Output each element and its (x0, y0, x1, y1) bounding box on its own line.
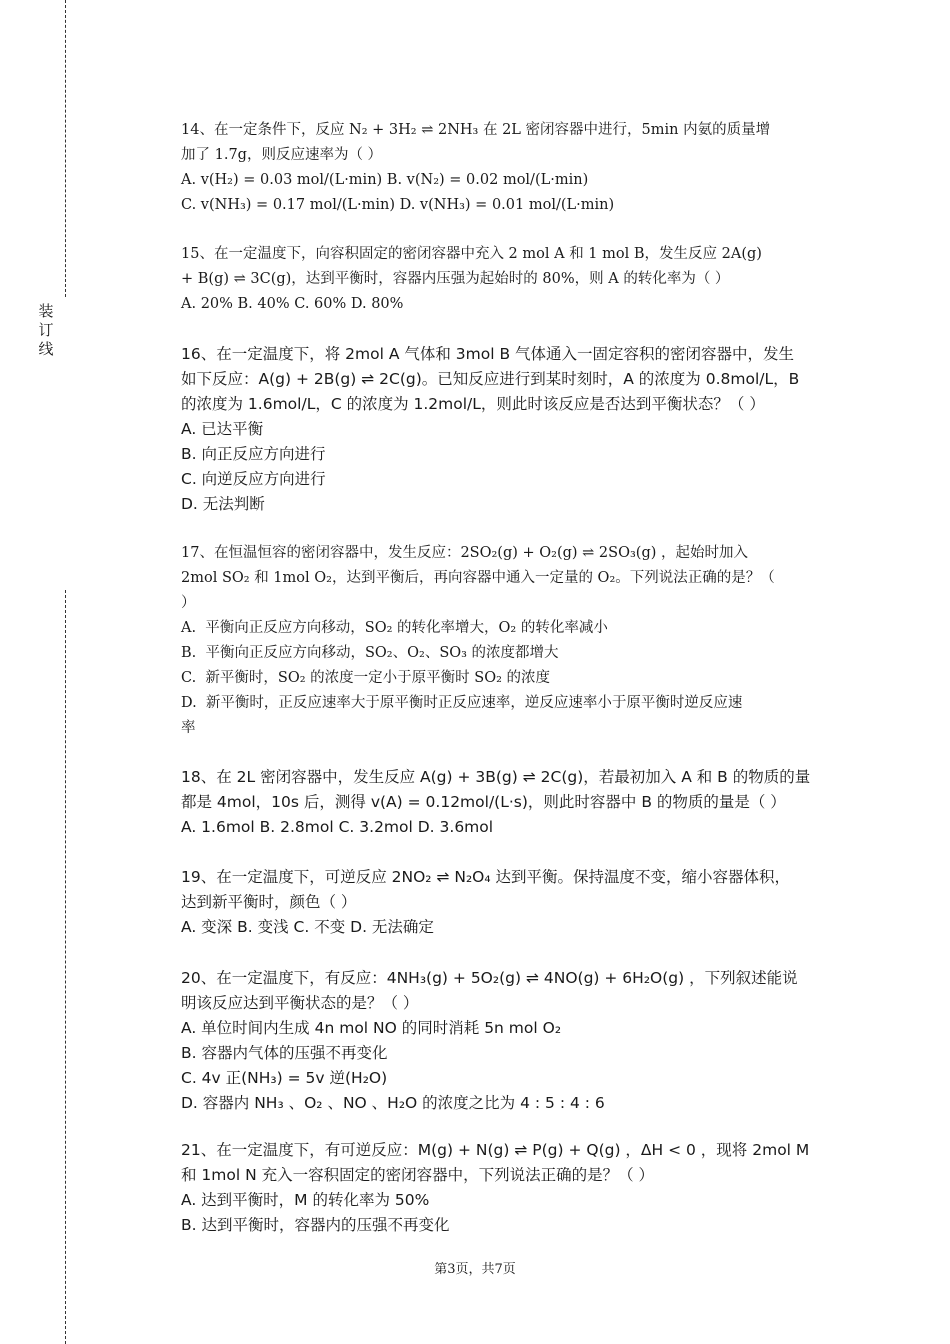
question-q19 (181, 865, 841, 940)
answer-option: B. 达到平衡时，容器内的压强不再变化 (181, 1216, 450, 1234)
question-stem-line: 14、在一定条件下，反应 N₂ + 3H₂ ⇌ 2NH₃ 在 2L 密闭容器中进行，5min 内氨的质量增 (181, 122, 771, 138)
question-stem-line: 加了 1.7g，则反应速率为（ ） (181, 147, 383, 163)
question-stem-line: 17、在恒温恒容的密闭容器中，发生反应：2SO₂(g) + O₂(g) ⇌ 2SO₃(g) ，起始时加入 (181, 545, 748, 561)
question-q20 (181, 966, 841, 1116)
answer-option: A. 平衡向正反应方向移动，SO₂ 的转化率增大，O₂ 的转化率减小 (181, 620, 608, 636)
answer-option: D. 容器内 NH₃ 、O₂ 、NO 、H₂O 的浓度之比为 4 : 5 : 4 : 6 (181, 1094, 605, 1112)
binding-label (36, 302, 56, 359)
answer-option: A. 达到平衡时，M 的转化率为 50% (181, 1191, 430, 1209)
question-stem-line: 如下反应：A(g) + 2B(g) ⇌ 2C(g)。已知反应进行到某时刻时，A 的浓度为 0.8mol/L，B (181, 370, 800, 388)
answer-option: C. v(NH₃) = 0.17 mol/(L·min) D. v(NH₃) = 0.01 mol/(L·min) (181, 197, 615, 213)
question-stem-line: 明该反应达到平衡状态的是？（ ） (181, 994, 419, 1012)
answer-option: D. 无法判断 (181, 495, 265, 513)
answer-option: B. 容器内气体的压强不再变化 (181, 1044, 388, 1062)
binding-char: 线 (38, 340, 54, 358)
answer-option: A. v(H₂) = 0.03 mol/(L·min) B. v(N₂) = 0.02 mol/(L·min) (181, 172, 589, 188)
question-stem-line: 19、在一定温度下，可逆反应 2NO₂ ⇌ N₂O₄ 达到平衡。保持温度不变，缩小容器体积， (181, 868, 791, 886)
question-stem-line: 20、在一定温度下，有反应：4NH₃(g) + 5O₂(g) ⇌ 4NO(g) + 6H₂O(g) ，下列叙述能说 (181, 969, 798, 987)
question-q14 (181, 118, 841, 218)
answer-option: A. 变深 B. 变浅 C. 不变 D. 无法确定 (181, 918, 434, 936)
binding-char: 订 (38, 321, 54, 339)
question-stem-line: 18、在 2L 密闭容器中，发生反应 A(g) + 3B(g) ⇌ 2C(g)，若最初加入 A 和 B 的物质的量 (181, 768, 811, 786)
answer-option: B. 向正反应方向进行 (181, 445, 326, 463)
answer-option: A. 1.6mol B. 2.8mol C. 3.2mol D. 3.6mol (181, 818, 494, 836)
answer-option: 率 (181, 720, 196, 736)
binding-line-top (65, 0, 66, 297)
question-stem-line: 16、在一定温度下，将 2mol A 气体和 3mol B 气体通入一固定容积的密闭容器中，发生 (181, 345, 795, 363)
answer-option: C. 向逆反应方向进行 (181, 470, 326, 488)
question-stem-line: 都是 4mol，10s 后，测得 v(A) = 0.12mol/(L·s)，则此时容器中 B 的物质的量是（ ） (181, 793, 786, 811)
answer-option: B. 平衡向正反应方向移动，SO₂、O₂、SO₃ 的浓度都增大 (181, 645, 559, 661)
answer-option: A. 20% B. 40% C. 60% D. 80% (181, 296, 404, 312)
answer-option: C. 4v 正(NH₃) = 5v 逆(H₂O) (181, 1069, 388, 1087)
question-stem-line: + B(g) ⇌ 3C(g)，达到平衡时，容器内压强为起始时的 80%，则 A 的转化率为（ ） (181, 271, 730, 287)
question-stem-line: 达到新平衡时，颜色（ ） (181, 893, 357, 911)
question-stem-line: ） (181, 595, 196, 611)
answer-option: D. 新平衡时，正反应速率大于原平衡时正反应速率，逆反应速率小于原平衡时逆反应速 (181, 695, 743, 711)
answer-option: C. 新平衡时，SO₂ 的浓度一定小于原平衡时 SO₂ 的浓度 (181, 670, 550, 686)
question-q16 (181, 342, 841, 517)
question-q15 (181, 242, 841, 317)
question-q21 (181, 1138, 841, 1238)
question-stem-line: 21、在一定温度下，有可逆反应：M(g) + N(g) ⇌ P(g) + Q(g) ，ΔH < 0 ，现将 2mol M (181, 1141, 810, 1159)
binding-char: 装 (38, 302, 54, 320)
question-stem-line: 15、在一定温度下，向容积固定的密闭容器中充入 2 mol A 和 1 mol B，发生反应 2A(g) (181, 246, 762, 262)
binding-line-bottom (65, 590, 66, 1344)
page-footer: 第3页，共7页 (434, 1262, 516, 1277)
question-stem-line: 和 1mol N 充入一容积固定的密闭容器中，下列说法正确的是？（ ） (181, 1166, 655, 1184)
question-stem-line: 2mol SO₂ 和 1mol O₂，达到平衡后，再向容器中通入一定量的 O₂。下列说法正确的是？（ (181, 570, 775, 586)
question-q17 (181, 541, 841, 741)
answer-option: A. 已达平衡 (181, 420, 264, 438)
question-stem-line: 的浓度为 1.6mol/L，C 的浓度为 1.2mol/L，则此时该反应是否达到平衡状态？（ ） (181, 395, 765, 413)
question-q18 (181, 765, 841, 840)
answer-option: A. 单位时间内生成 4n mol NO 的同时消耗 5n mol O₂ (181, 1019, 562, 1037)
